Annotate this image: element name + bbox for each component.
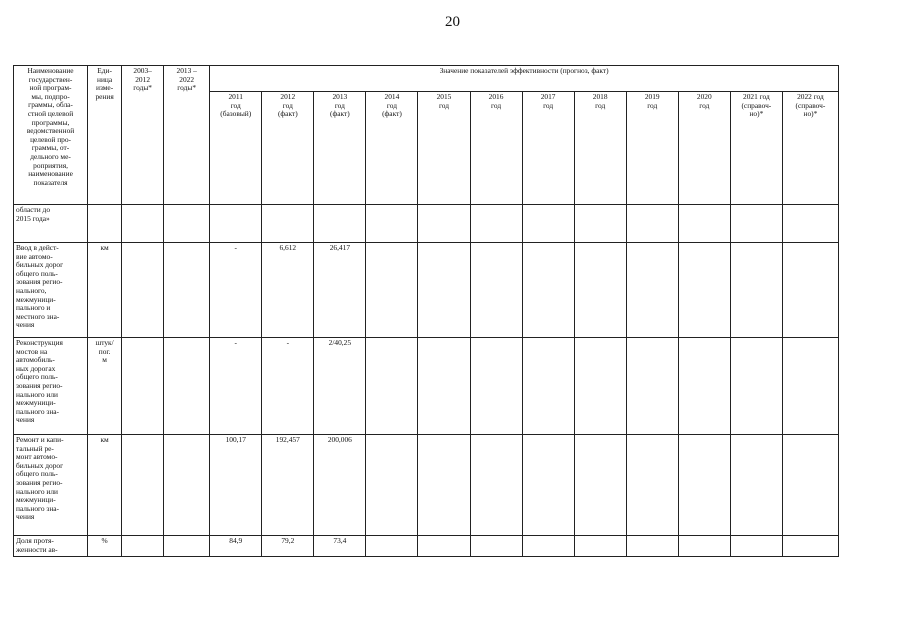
header-year-cell: 2022 год (справоч- но)*	[782, 92, 838, 205]
year-value-cell	[730, 243, 782, 338]
unit-cell: км	[88, 243, 122, 338]
year-value-cell	[782, 338, 838, 435]
year-value-cell	[470, 243, 522, 338]
year-value-cell: 2/40,25	[314, 338, 366, 435]
year-value-cell	[418, 243, 470, 338]
year-value-cell	[678, 536, 730, 557]
header-unit-cell: Еди- ница изме- рения	[88, 66, 122, 205]
year-value-cell: 200,006	[314, 435, 366, 536]
year-value-cell	[626, 243, 678, 338]
year-value-cell: -	[210, 243, 262, 338]
year-value-cell	[678, 435, 730, 536]
period-cell	[122, 243, 164, 338]
year-value-cell	[782, 536, 838, 557]
unit-cell	[88, 205, 122, 243]
year-value-cell	[730, 435, 782, 536]
year-value-cell: 100,17	[210, 435, 262, 536]
year-value-cell: 79,2	[262, 536, 314, 557]
year-value-cell	[626, 536, 678, 557]
year-value-cell	[470, 205, 522, 243]
page-number: 20	[445, 14, 460, 30]
period-cell	[164, 243, 210, 338]
year-value-cell	[470, 536, 522, 557]
year-value-cell	[366, 243, 418, 338]
period-cell	[164, 205, 210, 243]
table-row	[14, 435, 839, 536]
year-value-cell	[418, 205, 470, 243]
year-value-cell	[730, 205, 782, 243]
period-cell	[164, 536, 210, 557]
unit-cell: км	[88, 435, 122, 536]
table-row	[14, 243, 839, 338]
table-row	[14, 338, 839, 435]
indicator-name-cell: области до 2015 года»	[14, 205, 88, 243]
year-value-cell	[782, 435, 838, 536]
year-value-cell	[522, 435, 574, 536]
unit-cell: штук/ пог. м	[88, 338, 122, 435]
year-value-cell	[678, 243, 730, 338]
year-value-cell	[626, 338, 678, 435]
header-year-cell: 2015 год	[418, 92, 470, 205]
year-value-cell	[418, 338, 470, 435]
period-cell	[164, 338, 210, 435]
year-value-cell	[574, 205, 626, 243]
year-value-cell: 192,457	[262, 435, 314, 536]
header-year-cell: 2012 год (факт)	[262, 92, 314, 205]
table-row	[14, 536, 839, 557]
year-value-cell	[314, 205, 366, 243]
year-value-cell	[782, 243, 838, 338]
year-value-cell	[366, 536, 418, 557]
year-value-cell	[262, 205, 314, 243]
year-value-cell	[418, 435, 470, 536]
header-indicator-values: Значение показателей эффективности (прогноз, факт)	[210, 66, 839, 92]
year-value-cell	[678, 205, 730, 243]
year-value-cell	[626, 205, 678, 243]
period-cell	[122, 338, 164, 435]
year-value-cell	[574, 435, 626, 536]
efficiency-indicators-table	[13, 65, 839, 557]
year-value-cell	[522, 243, 574, 338]
year-value-cell: 84,9	[210, 536, 262, 557]
year-value-cell: 26,417	[314, 243, 366, 338]
year-value-cell: -	[210, 338, 262, 435]
year-value-cell	[470, 338, 522, 435]
header-year-cell: 2011 год (базовый)	[210, 92, 262, 205]
year-value-cell	[366, 205, 418, 243]
indicator-name-cell: Ремонт и капи- тальный ре- монт автомо- бильных дорог общего поль- зования регио- нального или межмуници- пального зна- чения	[14, 435, 88, 536]
year-value-cell: -	[262, 338, 314, 435]
header-year-cell: 2020 год	[678, 92, 730, 205]
year-value-cell	[574, 243, 626, 338]
indicator-name-cell: Ввод в дейст- вие автомо- бильных дорог общего поль- зования регио- нального, межмуници- пального и местного зна- чения	[14, 243, 88, 338]
year-value-cell	[522, 338, 574, 435]
year-value-cell	[418, 536, 470, 557]
year-value-cell	[470, 435, 522, 536]
header-year-cell: 2019 год	[626, 92, 678, 205]
year-value-cell	[782, 205, 838, 243]
unit-cell: %	[88, 536, 122, 557]
year-value-cell	[522, 536, 574, 557]
year-value-cell: 6,612	[262, 243, 314, 338]
header-2013-2022-cell: 2013 – 2022 годы*	[164, 66, 210, 205]
year-value-cell	[730, 536, 782, 557]
period-cell	[122, 435, 164, 536]
year-value-cell	[574, 536, 626, 557]
header-year-cell: 2013 год (факт)	[314, 92, 366, 205]
header-name-cell: Наименование государствен- ной програм- мы, подпро- граммы, обла- стной целевой программы, ведомственной целевой про- граммы, от- дельного ме- роприятия, наименование показателя	[14, 66, 88, 205]
year-value-cell	[366, 435, 418, 536]
year-value-cell	[574, 338, 626, 435]
indicator-name-cell: Реконструкция мостов на автомобиль- ных дорогах общего поль- зования регио- нального или межмуници- пального зна- чения	[14, 338, 88, 435]
period-cell	[122, 536, 164, 557]
year-value-cell: 73,4	[314, 536, 366, 557]
header-2003-2012-cell: 2003– 2012 годы*	[122, 66, 164, 205]
year-value-cell	[626, 435, 678, 536]
header-year-cell: 2018 год	[574, 92, 626, 205]
header-year-cell: 2017 год	[522, 92, 574, 205]
header-year-cell: 2014 год (факт)	[366, 92, 418, 205]
year-value-cell	[730, 338, 782, 435]
year-value-cell	[522, 205, 574, 243]
year-value-cell	[678, 338, 730, 435]
period-cell	[122, 205, 164, 243]
indicator-name-cell: Доля протя- женности ав-	[14, 536, 88, 557]
table-row	[14, 205, 839, 243]
year-value-cell	[210, 205, 262, 243]
year-value-cell	[366, 338, 418, 435]
period-cell	[164, 435, 210, 536]
header-year-cell: 2016 год	[470, 92, 522, 205]
header-year-cell: 2021 год (справоч- но)*	[730, 92, 782, 205]
